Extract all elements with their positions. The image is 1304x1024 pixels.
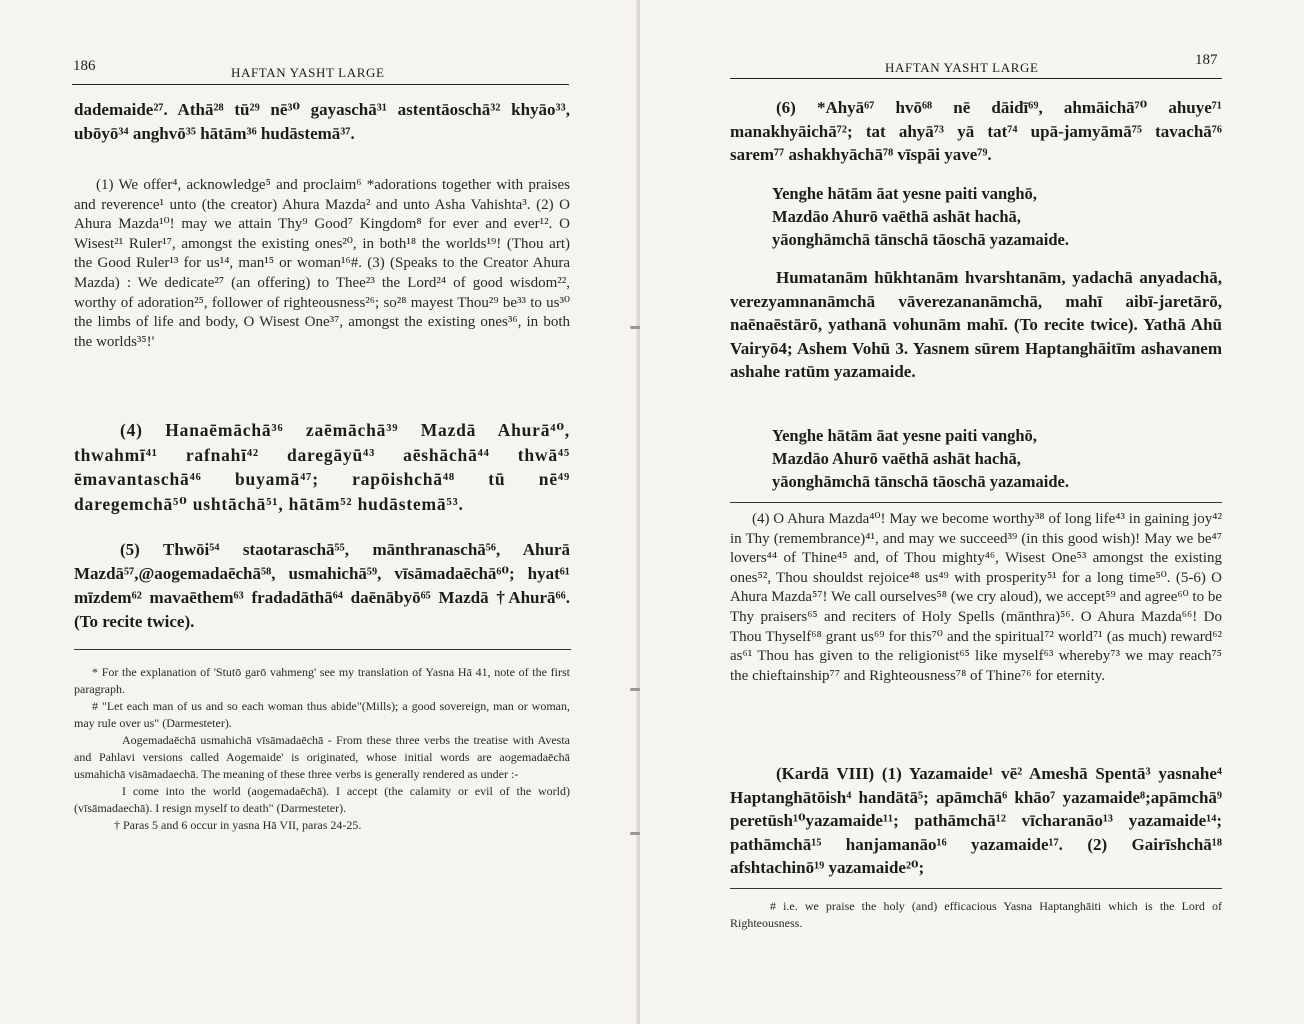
translation-paragraph-left: (1) We offer⁴, acknowledge⁵ and proclaim⁶ *adorations together with praises and reverence¹ unto (the creator) Ahura Mazda² and unto Asha Vahishta³. (2) O Ahura Mazda¹⁰! may we attain Thy⁹ Good⁷ Kingdom⁸ for ever and ever¹². O Wisest²¹ Ruler¹⁷, amongst the existing ones²⁰, in both¹⁸ the worlds¹⁹! (Thou art) the Good Ruler¹³ for us¹⁴, man¹⁵ or woman¹⁶#. (3) (Speaks to the Creator Ahura Mazda) : We dedicate²⁷ (an offering) to Thee²³ the Lord²⁴ of good wisdom²², worthy of adoration²⁵, follower of righteousness²⁶; so²⁸ mayest Thou²⁹ be³³ to us³⁰ the limbs of life and body, O Wisest One³⁷, amongst the existing ones³⁶, in both the worlds³⁵!' <box>74 177 570 350</box>
running-header-left: HAFTAN YASHT LARGE <box>231 65 385 80</box>
humatanam-paragraph: Humatanām hūkhtanām hvarshtanām, yadachā anyadachā, verezyamnanāmchā vāverezananāmchā, mahī aibī-jaretārō, naēnaēstārō, yathanā vohunām mahī. (To recite twice). Yathā Ahū Vairyō4; Ashem Vohū 3. Yasnem sūrem Haptanghāitīm ashavanem ashahe ratūm yazamaide. <box>730 268 1222 381</box>
footnote-2: # "Let each man of us and so each woman thus abide"(Mills); a good sovereign, man or woman, may rule over us" (Darmesteter). <box>74 699 570 730</box>
verse-5: (5) Thwōi⁵⁴ staotaraschā⁵⁵, mānthranaschā⁵⁶, Ahurā Mazdā⁵⁷,@aogemadaēchā⁵⁸, usmahichā⁵⁹, vīsāmadaēchā⁶⁰; hyat⁶¹ mīzdem⁶² mavaēthem⁶³ fradadāthā⁶⁴ daēnābyō⁶⁵ Mazdā †Ahurā⁶⁶. (To recite twice). <box>74 540 570 631</box>
header-rule-right <box>730 78 1222 79</box>
right-page <box>640 0 1304 1024</box>
footnote-1: * For the explanation of 'Stutō garō vahmeng' see my translation of Yasna Hā 41, note of the first paragraph. <box>74 665 570 696</box>
section-rule-right <box>730 502 1222 503</box>
footnotes-left <box>74 664 570 834</box>
yenghe-line: yāonghāmchā tānschā tāoschā yazamaide. <box>772 230 1070 249</box>
footnote-separator-left <box>74 649 571 650</box>
header-rule-left <box>72 84 569 85</box>
page-number-right: 187 <box>1195 52 1218 68</box>
footnote-3: Aogemadaēchā usmahichā vīsāmadaēchā - From these three verbs the treatise with Avesta and Pahlavi versions called Aogemaide' is originated, whose initial words are aogemadaēchā usmahichā visāmadaechā. The meaning of these three verbs is generally rendered as under :- <box>74 733 570 781</box>
verse-6: (6) *Ahyā⁶⁷ hvō⁶⁸ nē dāidī⁶⁹, ahmāichā⁷⁰ ahuye⁷¹ manakhyāichā⁷²; tat ahyā⁷³ yā tat⁷⁴ upā-jamyāmā⁷⁵ tavachā⁷⁶ sarem⁷⁷ ashakhyāchā⁷⁸ vīspāi yave⁷⁹. <box>730 98 1222 164</box>
yenghe-line: Mazdāo Ahurō vaēthā ashāt hachā, <box>772 449 1021 468</box>
yenghe-line: yāonghāmchā tānschā tāoschā yazamaide. <box>772 472 1070 491</box>
yenghe-line: Yenghe hātām āat yesne paiti vanghō, <box>772 184 1037 203</box>
footnote-right-1: # i.e. we praise the holy (and) efficacious Yasna Haptanghāiti which is the Lord of Righteousness. <box>730 899 1222 930</box>
verse-4: (4) Hanaēmāchā³⁶ zaēmāchā³⁹ Mazdā Ahurā⁴⁰, thwahmī⁴¹ rafnahī⁴² daregāyū⁴³ aēshāchā⁴⁴ thwā⁴⁵ ēmavantaschā⁴⁶ buyamā⁴⁷; rapōishchā⁴⁸ tū nē⁴⁹ daregemchā⁵⁰ ushtāchā⁵¹, hātām⁵² hudāstemā⁵³. <box>74 420 570 514</box>
page-number-left: 186 <box>73 58 96 74</box>
footnote-5: † Paras 5 and 6 occur in yasna Hā VII, paras 24-25. <box>114 818 362 832</box>
yenghe-line: Yenghe hātām āat yesne paiti vanghō, <box>772 426 1037 445</box>
karda-viii: (Kardā VIII) (1) Yazamaide¹ vē² Ameshā Spentā³ yasnahe⁴ Haptanghātōish⁴ handātā⁵; apāmchā⁶ khāo⁷ yazamaide⁸;apāmchā⁹ peretūsh¹⁰yazamaide¹¹; pathāmchā¹² vīcharanāo¹³ yazamaide¹⁴; pathāmchā¹⁵ hanjamanāo¹⁶ yazamaide¹⁷. (2) Gairīshchā¹⁸ afshtachinō¹⁹ yazamaide²⁰; <box>730 764 1222 877</box>
yenghe-hatam-second <box>730 424 1222 493</box>
verse-top-left: dademaide²⁷. Athā²⁸ tū²⁹ nē³⁰ gayaschā³¹ astentāoschā³² khyāo³³, ubōyō³⁴ anghvō³⁵ hātām³⁶ hudāstemā³⁷. <box>74 100 570 143</box>
translation-paragraph-right: (4) O Ahura Mazda⁴⁰! May we become worthy³⁸ of long life⁴³ in gaining joy⁴² in Thy (remembrance)⁴¹, and may we succeed³⁹ (in this good wish)! May we be⁴⁷ lovers⁴⁴ of Thine⁴⁵ and, of Thou mighty⁴⁶, Wisest One⁵³ amongst the existing ones⁵², Thou shouldst rejoice⁴⁸ us⁴⁹ with prosperity⁵¹ for a long time⁵⁰. (5-6) O Ahura Mazda⁵⁷! We call ourselves⁵⁸ (we cry aloud), we accept⁵⁹ and agree⁶⁰ to be Thy praisers⁶⁵ and reciters of Holy Spells (mānthra)⁵⁶. O Ahura Mazda⁶⁶! Do Thou Thyself⁶⁸ grant us⁶⁹ for this⁷⁰ and the spiritual⁷² world⁷¹ (as much) reward⁶² as⁶¹ Thou has given to the religionist⁶⁵ like myself⁶³ whereby⁷³ we may reach⁷⁵ the chieftainship⁷⁷ and Righteousness⁷⁸ of Thine⁷⁶ for eternity. <box>730 511 1222 684</box>
yenghe-line: Mazdāo Ahurō vaēthā ashāt hachā, <box>772 207 1021 226</box>
yenghe-hatam-first <box>730 182 1222 251</box>
footnote-separator-right <box>730 888 1222 889</box>
left-page <box>0 0 640 1024</box>
running-header-right: HAFTAN YASHT LARGE <box>885 60 1039 75</box>
footnote-4: I come into the world (aogemadaēchā). I accept (the calamity or evil of the world) (vīsāmadaechā). I resign myself to death" (Darmesteter). <box>74 784 570 815</box>
footnotes-right <box>730 898 1222 932</box>
